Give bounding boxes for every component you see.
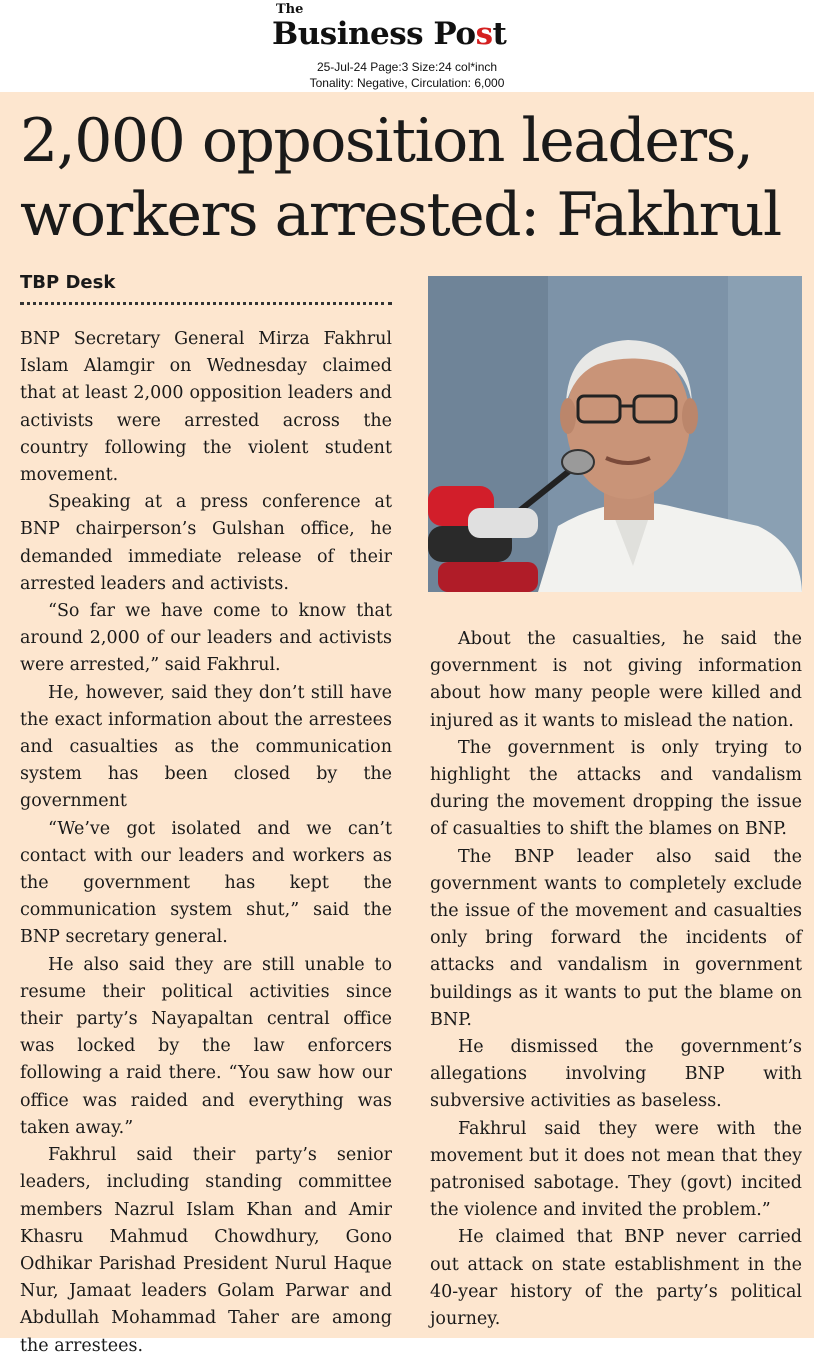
article-column-2 <box>430 626 802 1333</box>
paragraph: About the casualties, he said the government is not giving information about how many people were killed and injured as it wants to mislead the nation. <box>430 629 802 731</box>
clip-meta-tonality: Tonality: Negative, Circulation: 6,000 <box>309 76 505 90</box>
clip-meta-date: 25-Jul-24 Page:3 Size:24 col*inch <box>316 60 498 74</box>
paragraph: He also said they are still unable to resume their political activities since their party’s Nayapaltan central office was locked by the law enforcers following a raid there. “You saw how our office was raided and everything was taken away.” <box>20 954 392 1138</box>
speaker-photo-illustration <box>428 276 802 592</box>
logo-text-red: s <box>475 16 493 52</box>
paragraph: He claimed that BNP never carried out attack on state establishment in the 40-year history of the party’s political journey. <box>430 1227 802 1330</box>
paragraph: The BNP leader also said the government wants to completely exclude the issue of the movement and casualties only bring forward the incidents of attacks and vandalism in government buildings as it wants to put the blame on BNP. <box>430 846 802 1030</box>
masthead-the: The <box>276 2 304 17</box>
paragraph: Speaking at a press conference at BNP chairperson’s Gulshan office, he demanded immediate release of their arrested leaders and activists. <box>20 492 392 594</box>
article-photo <box>428 276 802 592</box>
paragraph: The government is only trying to highlight the attacks and vandalism during the movement dropping the issue of casualties to shift the blames on BNP. <box>430 737 802 840</box>
paragraph: “We’ve got isolated and we can’t contact with our leaders and workers as the government has kept the communication system shut,” said the BNP secretary general. <box>20 818 392 948</box>
masthead <box>0 0 814 92</box>
paragraph: He dismissed the government’s allegations involving BNP with subversive activities as baseless. <box>430 1037 802 1112</box>
article-headline: 2,000 opposition leaders, workers arrested: Fakhrul <box>20 106 781 250</box>
paragraph: “So far we have come to know that around 2,000 of our leaders and activists were arrested,” said Fakhrul. <box>20 601 392 676</box>
newspaper-logo <box>272 16 552 52</box>
logo-text-1: Business Po <box>272 16 476 52</box>
article-byline: TBP Desk <box>20 272 116 293</box>
paragraph: Fakhrul said they were with the movement but it does not mean that they patronised sabotage. They (govt) incited the violence and invited the problem.” <box>430 1118 802 1221</box>
logo-text-2: t <box>492 16 507 52</box>
byline-divider <box>20 302 392 305</box>
paragraph: BNP Secretary General Mirza Fakhrul Islam Alamgir on Wednesday claimed that at least 2,000 opposition leaders and activists were arrested across the country following the violent student movement. <box>20 329 392 486</box>
paragraph: He, however, said they don’t still have the exact information about the arrestees and casualties as the communication system has been closed by the government <box>20 682 392 812</box>
paragraph: Fakhrul said their party’s senior leaders, including standing committee members Nazrul Islam Khan and Amir Khasru Mahmud Chowdhury, Gono Odhikar Parishad President Nurul Haque Nur, Jamaat leaders Golam Parwar and Abdullah Mohammad Taher are among the arrestees. <box>20 1145 392 1356</box>
article-column-1 <box>20 326 392 1360</box>
